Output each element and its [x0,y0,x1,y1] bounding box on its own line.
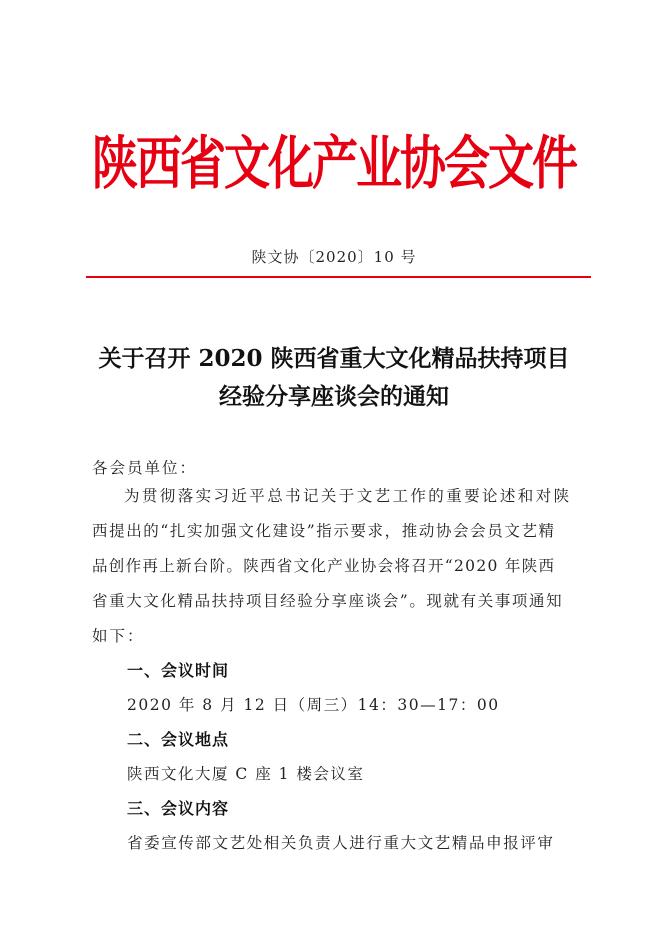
masthead-title: 陕西省文化产业协会文件 [92,129,576,197]
section-heading-time: 一、会议时间 [127,661,230,680]
notice-title-line-2: 经验分享座谈会的通知 [219,383,449,410]
notice-title [60,340,608,416]
section-detail-content: 省委宣传部文艺处相关负责人进行重大文艺精品申报评审 [127,834,555,852]
intro-line-4: 省重大文化精品扶持项目经验分享座谈会”。现就有关事项通知 [92,592,564,610]
section-heading-content: 三、会议内容 [127,799,230,818]
section-detail-location: 陕西文化大厦 C 座 1 楼会议室 [127,765,365,783]
notice-title-line-1: 关于召开 2020 陕西省重大文化精品扶持项目 [98,345,570,372]
section-heading-location: 二、会议地点 [127,730,230,749]
intro-line-2: 西提出的“扎实加强文化建设”指示要求，推动协会会员文艺精 [92,522,556,540]
intro-line-1: 为贯彻落实习近平总书记关于文艺工作的重要论述和对陕 [124,487,572,505]
intro-line-5: 如下： [92,627,145,645]
intro-line-3: 品创作再上新台阶。陕西省文化产业协会将召开“2020 年陕西 [92,557,556,575]
section-detail-time: 2020 年 8 月 12 日（周三）14：30—17：00 [127,696,500,714]
document-number: 陕文协〔2020〕10 号 [251,248,417,266]
red-divider [86,276,591,278]
salutation: 各会员单位： [92,459,198,477]
